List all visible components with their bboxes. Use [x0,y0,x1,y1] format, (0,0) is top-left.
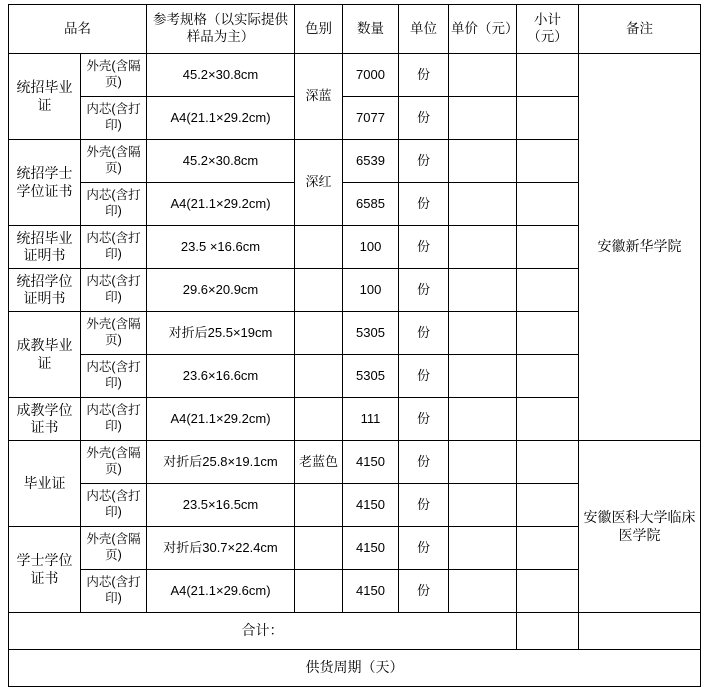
supply-cycle-row [9,650,701,687]
cell-qty: 6539 [343,140,399,183]
header-cell-unit: 单位 [399,5,449,54]
cell-price[interactable] [449,269,517,312]
cell-component: 内芯(含打印) [81,269,147,312]
cell-price[interactable] [449,226,517,269]
cell-subtotal[interactable] [517,269,579,312]
cell-product-name: 成教学位证书 [9,398,81,441]
cell-unit: 份 [399,97,449,140]
cell-price[interactable] [449,97,517,140]
cell-subtotal[interactable] [517,484,579,527]
cell-component: 内芯(含打印) [81,570,147,613]
cell-remark: 安徽新华学院 [579,54,701,441]
cell-color [295,484,343,527]
cell-spec: 对折后25.5×19cm [147,312,295,355]
table-header-row [9,5,701,54]
cell-product-name: 统招毕业证 [9,54,81,140]
cell-spec: A4(21.1×29.6cm) [147,570,295,613]
cell-subtotal[interactable] [517,54,579,97]
header-cell-remark: 备注 [579,5,701,54]
cell-unit: 份 [399,441,449,484]
cell-color: 深蓝 [295,54,343,140]
cell-product-name: 学士学位证书 [9,527,81,613]
cell-component: 内芯(含打印) [81,484,147,527]
document-page [0,4,708,686]
cell-subtotal[interactable] [517,97,579,140]
header-cell-qty: 数量 [343,5,399,54]
cell-qty: 5305 [343,355,399,398]
cell-color: 深红 [295,140,343,226]
cell-unit: 份 [399,398,449,441]
cell-unit: 份 [399,312,449,355]
cell-component: 外壳(含隔页) [81,54,147,97]
cell-product-name: 毕业证 [9,441,81,527]
cell-color: 老蓝色 [295,441,343,484]
total-row [9,613,701,650]
cell-qty: 100 [343,226,399,269]
cell-qty: 7000 [343,54,399,97]
total-subtotal-cell[interactable] [517,613,579,650]
cell-subtotal[interactable] [517,398,579,441]
cell-component: 内芯(含打印) [81,398,147,441]
cell-color [295,355,343,398]
cell-subtotal[interactable] [517,441,579,484]
cell-unit: 份 [399,570,449,613]
cell-color [295,269,343,312]
cell-price[interactable] [449,570,517,613]
cell-subtotal[interactable] [517,183,579,226]
cell-qty: 5305 [343,312,399,355]
table-row [9,441,701,484]
cell-qty: 4150 [343,527,399,570]
cell-price[interactable] [449,527,517,570]
cell-spec: 45.2×30.8cm [147,140,295,183]
cell-qty: 4150 [343,484,399,527]
cell-unit: 份 [399,54,449,97]
cell-subtotal[interactable] [517,570,579,613]
cell-price[interactable] [449,355,517,398]
cell-remark: 安徽医科大学临床医学院 [579,441,701,613]
cell-spec: 23.6×16.6cm [147,355,295,398]
table-row [9,54,701,97]
cell-qty: 4150 [343,441,399,484]
cell-subtotal[interactable] [517,140,579,183]
cell-unit: 份 [399,140,449,183]
header-cell-color: 色别 [295,5,343,54]
cell-component: 内芯(含打印) [81,183,147,226]
cell-spec: A4(21.1×29.2cm) [147,97,295,140]
header-cell-price: 单价（元） [449,5,517,54]
cell-qty: 7077 [343,97,399,140]
cell-spec: 29.6×20.9cm [147,269,295,312]
header-cell-spec: 参考规格（以实际提供样品为主） [147,5,295,54]
cell-component: 外壳(含隔页) [81,140,147,183]
cell-price[interactable] [449,140,517,183]
cell-component: 外壳(含隔页) [81,527,147,570]
header-cell-name: 品名 [9,5,147,54]
cell-color [295,570,343,613]
cell-qty: 6585 [343,183,399,226]
cell-subtotal[interactable] [517,355,579,398]
cell-unit: 份 [399,183,449,226]
cell-color [295,398,343,441]
total-remark-cell [579,613,701,650]
cell-component: 内芯(含打印) [81,226,147,269]
cell-spec: 对折后30.7×22.4cm [147,527,295,570]
cell-price[interactable] [449,441,517,484]
cell-color [295,226,343,269]
cell-price[interactable] [449,183,517,226]
cell-qty: 4150 [343,570,399,613]
procurement-table [8,4,701,687]
cell-unit: 份 [399,355,449,398]
cell-subtotal[interactable] [517,527,579,570]
cell-subtotal[interactable] [517,226,579,269]
cell-unit: 份 [399,269,449,312]
header-cell-subtotal: 小计（元） [517,5,579,54]
cell-spec: A4(21.1×29.2cm) [147,398,295,441]
cell-price[interactable] [449,312,517,355]
cell-unit: 份 [399,226,449,269]
cell-color [295,312,343,355]
cell-unit: 份 [399,484,449,527]
cell-unit: 份 [399,527,449,570]
cell-component: 外壳(含隔页) [81,441,147,484]
cell-spec: 45.2×30.8cm [147,54,295,97]
cell-subtotal[interactable] [517,312,579,355]
cell-product-name: 统招学位证明书 [9,269,81,312]
cell-price[interactable] [449,54,517,97]
cell-product-name: 成教毕业证 [9,312,81,398]
cell-price[interactable] [449,484,517,527]
cell-component: 内芯(含打印) [81,355,147,398]
supply-cycle-label: 供货周期（天） [9,650,701,687]
cell-product-name: 统招学士学位证书 [9,140,81,226]
cell-qty: 111 [343,398,399,441]
cell-component: 外壳(含隔页) [81,312,147,355]
cell-spec: 对折后25.8×19.1cm [147,441,295,484]
cell-color [295,527,343,570]
total-label: 合计： [9,613,517,650]
cell-product-name: 统招毕业证明书 [9,226,81,269]
cell-spec: A4(21.1×29.2cm) [147,183,295,226]
cell-price[interactable] [449,398,517,441]
cell-spec: 23.5×16.5cm [147,484,295,527]
cell-component: 内芯(含打印) [81,97,147,140]
cell-spec: 23.5 ×16.6cm [147,226,295,269]
cell-qty: 100 [343,269,399,312]
